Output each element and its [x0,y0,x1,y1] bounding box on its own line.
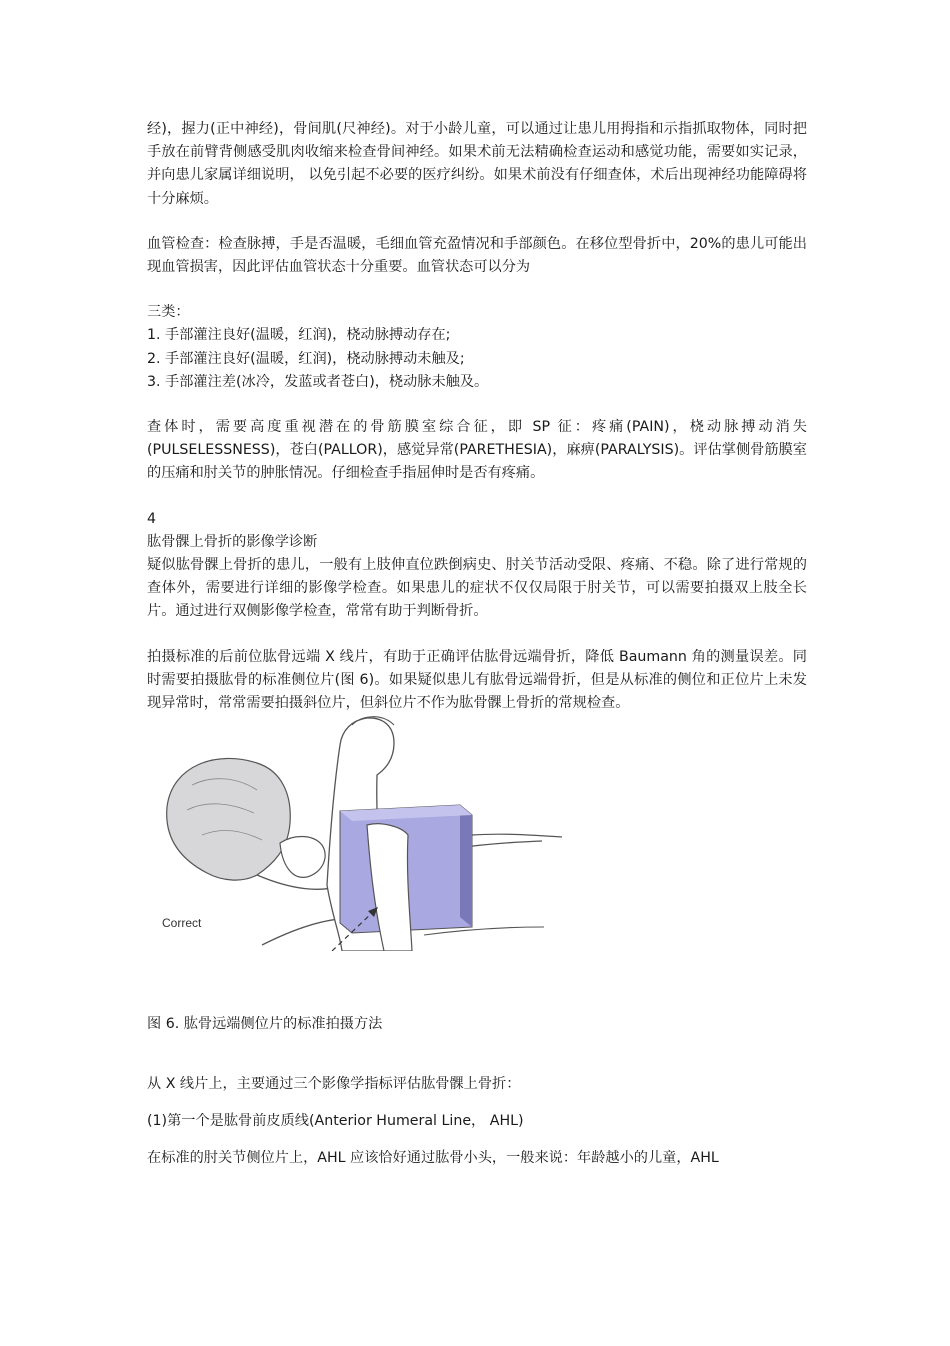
document-page [147,118,807,1171]
paragraph-ahl-description: 在标准的肘关节侧位片上，AHL 应该恰好通过肱骨小头，一般来说：年龄越小的儿童，AHL [147,1150,719,1167]
list-item: 3. 手部灌注差(冰冷，发蓝或者苍白)，桡动脉未触及。 [147,373,489,390]
figure-lateral-positioning [162,715,562,951]
list-item: 2. 手部灌注良好(温暖，红润)，桡动脉搏动未触及; [147,350,465,367]
patient-head [167,759,291,881]
section-number: 4 [147,510,157,527]
paragraph-ahl-title: (1)第一个是肱骨前皮质线(Anterior Humeral Line， AHL) [147,1113,524,1130]
list-item: 1. 手部灌注良好(温暖，红润)，桡动脉搏动存在; [147,327,451,344]
section-title: 肱骨髁上骨折的影像学诊断 [147,533,318,550]
paragraph-three-types: 三类： [147,304,190,321]
paragraph-vascular-exam: 血管检查：检查脉搏，手是否温暖，毛细血管充盈情况和手部颜色。在移位型骨折中，20%的患儿可能出现血管损害，因此评估血管状态十分重要。血管状态可以分为 [147,235,807,276]
paragraph-xray-indicators: 从 X 线片上，主要通过三个影像学指标评估肱骨髁上骨折： [147,1075,521,1092]
figure-label-correct: Correct [162,916,202,931]
paragraph-imaging-intro: 疑似肱骨髁上骨折的患儿，一般有上肢伸直位跌倒病史、肘关节活动受限、疼痛、不稳。除了进行常规的查体外，需要进行详细的影像学检查。如果患儿的症状不仅仅局限于肘关节，可以需要拍摄双上肢全长片。通过进行双侧影像学检查，常常有助于判断骨折。 [147,557,807,620]
patient-ear [280,837,325,878]
paragraph-nerve-exam: 经)，握力(正中神经)，骨间肌(尺神经)。对于小龄儿童，可以通过让患儿用拇指和示指抓取物体，同时把手放在前臂背侧感受肌肉收缩来检查骨间神经。如果术前无法精确检查运动和感觉功能，需要如实记录，并向患儿家属详细说明， 以免引起不必要的医疗纠纷。如果术前没有仔细查体，术后出现神经功能障碍将十分麻烦。 [147,121,807,207]
figure-illustration [162,715,562,951]
figure-caption: 图 6. 肱骨远端侧位片的标准拍摄方法 [147,1016,383,1033]
paragraph-compartment-syndrome: 查体时，需要高度重视潜在的骨筋膜室综合征，即 SP 征：疼痛(PAIN)，桡动脉搏动消失(PULSELESSNESS)，苍白(PALLOR)，感觉异常(PARETHESIA)，麻痹(PARALYSIS)。评估掌侧骨筋膜室的压痛和肘关节的肿胀情况。仔细检查手指屈伸时是否有疼痛。 [147,419,807,482]
paragraph-xray-standard: 拍摄标准的后前位肱骨远端 X 线片，有助于正确评估肱骨远端骨折，降低 Baumann 角的测量误差。同时需要拍摄肱骨的标准侧位片(图 6)。如果疑似患儿有肱骨远端骨折，但是从标准的侧位和正位片上未发现异常时，常常需要拍摄斜位片，但斜位片不作为肱骨髁上骨折的常规检查。 [147,648,807,712]
ground-line [472,834,562,837]
xray-cassette-side [460,805,472,927]
